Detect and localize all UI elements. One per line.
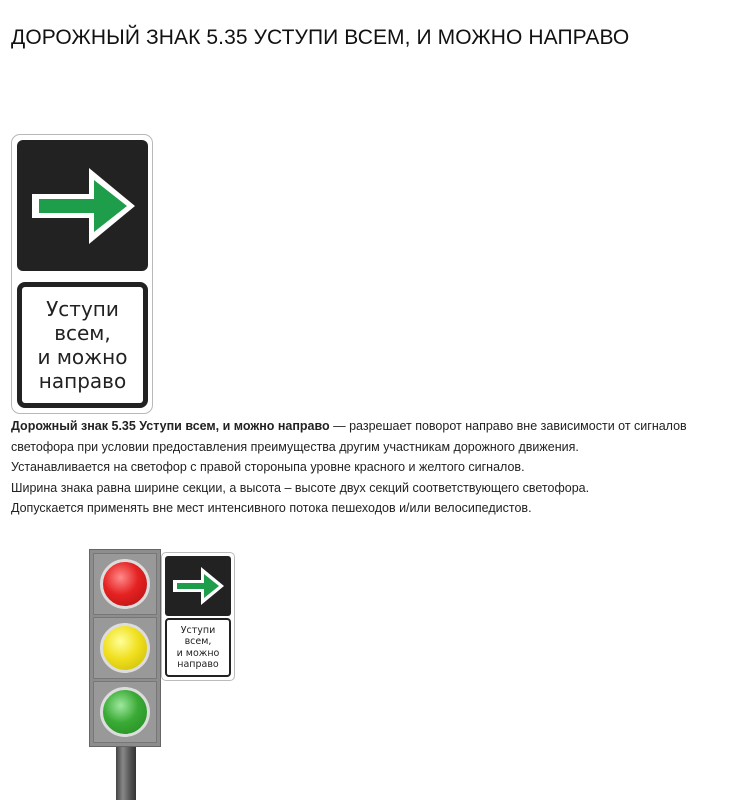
green-signal-icon bbox=[100, 687, 150, 737]
description-lead-rest: — разрешает поворот направо вне зависимости от сигналов светофора при условии предоставления преимущества другим участникам дорожного движения. bbox=[11, 419, 687, 454]
description bbox=[11, 416, 721, 519]
sign-caption-line: и можно bbox=[37, 345, 128, 369]
arrow-right-icon bbox=[165, 556, 231, 616]
sign-caption-line: Уступи bbox=[180, 624, 216, 636]
description-line: Устанавливается на светофор с правой стороныпа уровне красного и желтого сигналов. bbox=[11, 460, 525, 474]
traffic-light-image bbox=[89, 549, 161, 747]
traffic-light-pole bbox=[116, 740, 136, 800]
red-signal-icon bbox=[100, 559, 150, 609]
traffic-light-section-green bbox=[93, 681, 157, 743]
description-lead bbox=[11, 416, 721, 457]
traffic-light-section-red bbox=[93, 553, 157, 615]
sign-caption-line: направо bbox=[177, 659, 219, 670]
sign-text-panel bbox=[17, 282, 148, 408]
small-sign-text-panel bbox=[165, 618, 231, 677]
sign-caption-line: Уступи bbox=[46, 297, 119, 321]
description-line: Ширина знака равна ширине секции, а высота – высоте двух секций соответствующего светофора. bbox=[11, 480, 590, 495]
page-title: ДОРОЖНЫЙ ЗНАК 5.35 УСТУПИ ВСЕМ, И МОЖНО НАПРАВО bbox=[11, 26, 630, 49]
arrow-right-icon bbox=[17, 140, 148, 271]
description-bold-lead: Дорожный знак 5.35 Уступи всем, и можно направо bbox=[11, 419, 330, 433]
yellow-signal-icon bbox=[100, 623, 150, 673]
sign-caption bbox=[37, 297, 127, 393]
sign-caption-line: всем, bbox=[54, 321, 111, 345]
traffic-light-sign bbox=[161, 552, 235, 681]
small-sign-caption bbox=[177, 625, 220, 671]
road-sign-5-35-image bbox=[11, 134, 153, 414]
traffic-light-section-yellow bbox=[93, 617, 157, 679]
sign-caption-line: всем, bbox=[184, 636, 212, 647]
description-line: Допускается применять вне мест интенсивного потока пешеходов и/или велосипедистов. bbox=[11, 501, 532, 515]
sign-caption-line: и можно bbox=[176, 647, 220, 659]
sign-caption-line: направо bbox=[38, 369, 127, 393]
small-sign-arrow-panel bbox=[165, 556, 231, 616]
sign-arrow-panel bbox=[17, 140, 148, 271]
